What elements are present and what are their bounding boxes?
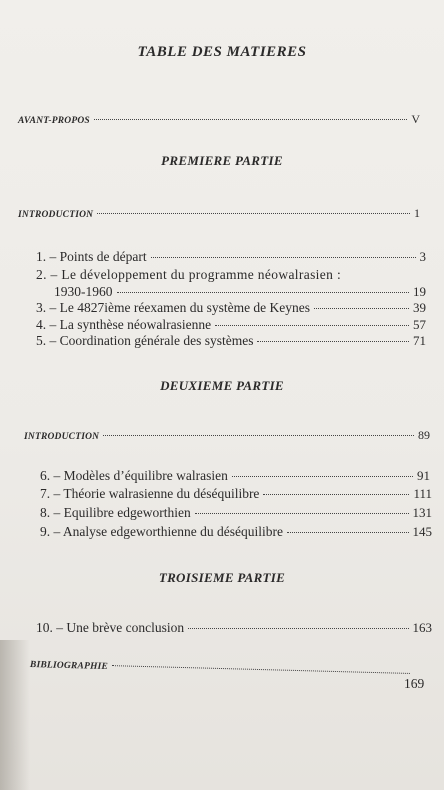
toc-entry-page: 163 [412,620,432,635]
toc-entry-label: INTRODUCTION [24,432,100,442]
leader-dots [103,435,414,436]
toc-entry-label: 9. – Analyse edgeworthienne du déséquilibre [40,524,283,539]
leader-dots [195,513,409,514]
toc-entry-chapter-3 [36,300,426,316]
leader-dots [188,628,408,629]
toc-entry-page: V [411,112,420,126]
page-edge-shadow [0,640,30,790]
toc-entry-page: 19 [413,284,426,299]
toc-entry-label: INTRODUCTION [18,210,94,220]
leader-dots [112,665,410,674]
toc-entry-label: 10. – Une brève conclusion [36,620,185,635]
toc-entry-page: 91 [417,468,430,483]
page-title: TABLE DES MATIERES [137,44,307,60]
toc-entry-introduction-1 [18,206,420,221]
toc-entry-label: AVANT-PROPOS [18,116,90,126]
toc-entry-label: 8. – Equilibre edgeworthien [40,505,191,520]
toc-entry-chapter-7 [40,486,432,502]
toc-entry-chapter-2-line-2 [54,284,426,300]
toc-entry-chapter-10 [36,620,432,636]
leader-dots [94,119,407,120]
part-heading-3: TROISIEME PARTIE [158,570,286,585]
leader-dots [287,532,409,533]
part-heading-2: DEUXIEME PARTIE [160,378,284,393]
toc-entry-chapter-6 [40,468,430,484]
toc-entry-bibliographie-page: 169 [404,676,425,691]
leader-dots [151,257,416,258]
toc-entry-introduction-2 [24,428,430,443]
toc-entry-label: BIBLIOGRAPHIE [29,660,109,673]
toc-entry-label: 1930-1960 [54,284,113,299]
leader-dots [117,292,410,293]
toc-entry-page: 145 [412,524,432,539]
toc-entry-page: 89 [418,428,430,442]
toc-entry-page: 1 [414,206,420,220]
toc-entry-chapter-1 [36,249,426,265]
toc-entry-page: 111 [413,486,432,501]
toc-entry-label: 7. – Théorie walrasienne du déséquilibre [40,486,260,501]
toc-entry-label: 6. – Modèles d’équilibre walrasien [40,468,228,483]
toc-entry-page: 131 [412,505,432,520]
toc-entry-page: 39 [413,300,426,315]
leader-dots [215,325,409,326]
toc-entry-chapter-8 [40,505,432,521]
toc-entry-page: 71 [413,333,426,348]
toc-entry-chapter-2-line-1: 2. – Le développement du programme néowalrasien : [36,267,342,282]
toc-entry-page: 57 [413,317,426,332]
toc-entry-bibliographie [30,656,432,682]
leader-dots [314,308,409,309]
toc-entry-label: 5. – Coordination générale des systèmes [36,333,254,348]
toc-entry-chapter-9 [40,524,432,540]
leader-dots [232,476,413,477]
toc-entry-chapter-4 [36,317,426,333]
toc-entry-avant-propos [18,112,420,127]
toc-entry-label: 4. – La synthèse néowalrasienne [36,317,212,332]
leader-dots [257,341,409,342]
leader-dots [263,494,409,495]
toc-entry-label: 3. – Le 4827ième réexamen du système de Keynes [36,300,311,315]
toc-entry-label: 1. – Points de départ [36,249,147,264]
toc-entry-page: 3 [419,249,426,264]
leader-dots [97,213,410,214]
part-heading-1: PREMIERE PARTIE [161,153,283,168]
toc-entry-chapter-5 [36,333,426,349]
